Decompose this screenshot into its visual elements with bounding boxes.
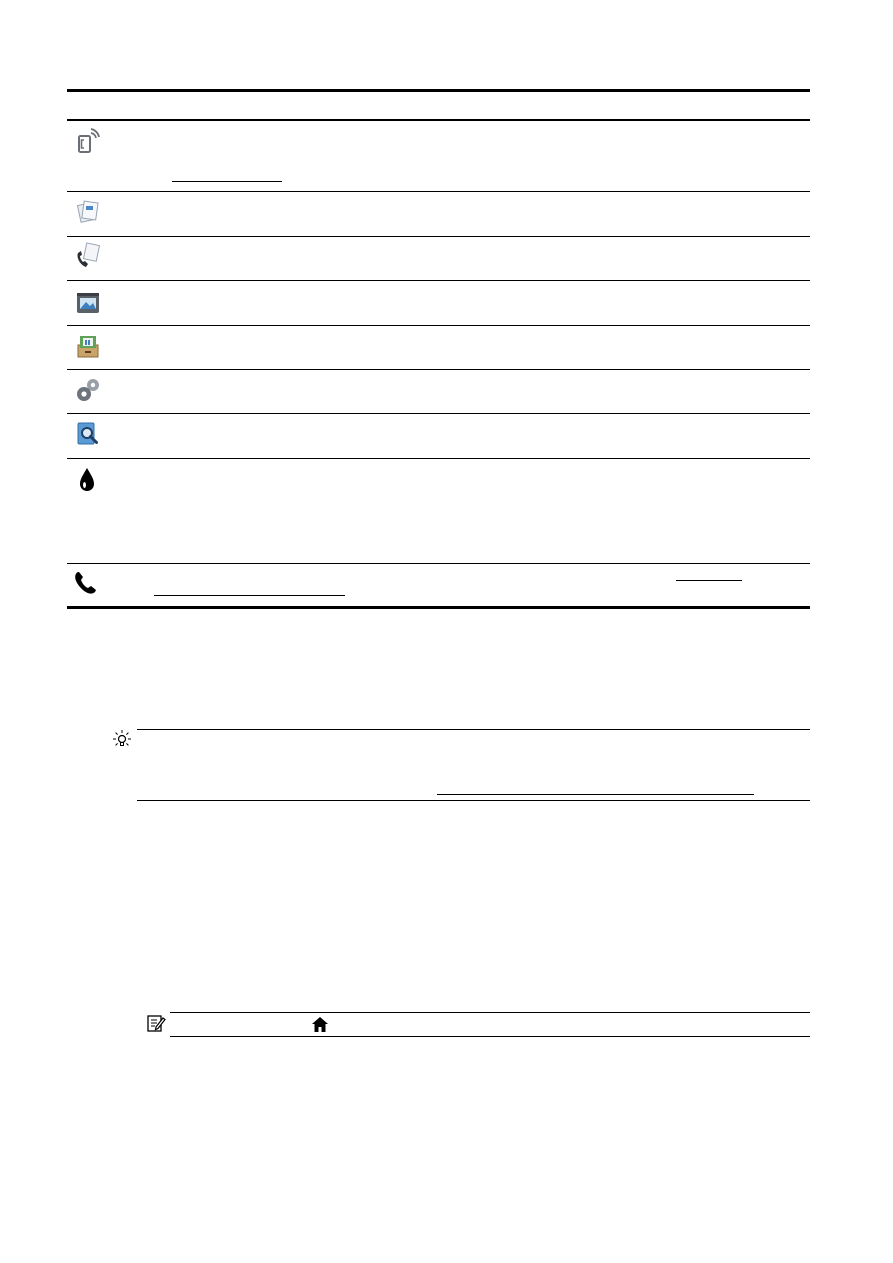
row9-link-underline-right[interactable] <box>676 580 742 581</box>
row1-link-underline[interactable] <box>172 181 282 182</box>
row-divider <box>67 458 810 459</box>
ink-drop-icon <box>77 466 97 494</box>
copy-icon <box>75 198 101 224</box>
row-divider <box>67 191 810 192</box>
row-divider <box>67 280 810 281</box>
lightbulb-icon <box>112 729 132 749</box>
tip-bottom-rule <box>137 800 810 801</box>
row9-link-underline-left[interactable] <box>154 595 345 596</box>
wireless-printing-icon <box>76 127 100 155</box>
note-bottom-rule <box>170 1036 810 1037</box>
scan-icon <box>75 290 101 316</box>
row-divider <box>67 369 810 370</box>
table-header-rule <box>67 119 810 121</box>
apps-icon <box>75 333 101 359</box>
tip-top-rule <box>137 729 810 730</box>
row-divider <box>67 413 810 414</box>
tip-link-underline[interactable] <box>437 794 754 795</box>
row-divider <box>67 325 810 326</box>
setup-icon <box>74 376 102 404</box>
note-icon <box>146 1013 166 1033</box>
home-icon <box>311 1016 329 1033</box>
row-divider <box>67 563 810 564</box>
help-icon <box>75 421 101 447</box>
phone-icon <box>72 569 100 597</box>
row-divider <box>67 236 810 237</box>
table-bottom-rule <box>67 606 810 609</box>
table-top-rule <box>67 89 810 92</box>
fax-icon <box>74 242 102 270</box>
note-top-rule <box>170 1012 810 1013</box>
